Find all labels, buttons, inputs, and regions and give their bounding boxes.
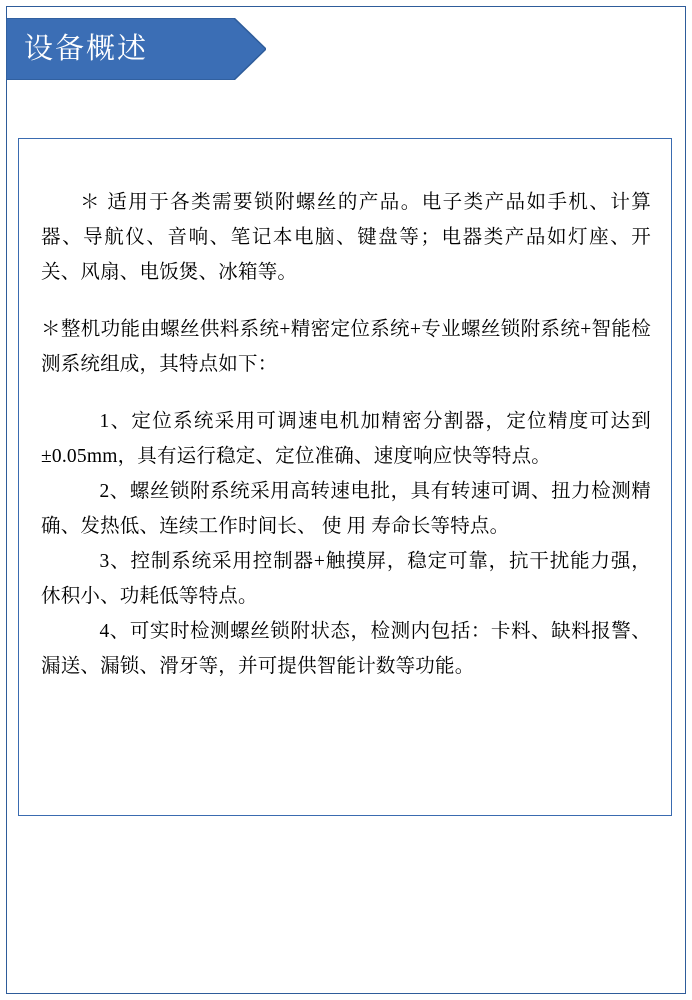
feature-item-3: 3、控制系统采用控制器+触摸屏，稳定可靠，抗干扰能力强，休积小、功耗低等特点。 bbox=[41, 551, 651, 607]
section-header-banner bbox=[6, 18, 266, 80]
paragraph-applications: ＊ 适用于各类需要锁附螺丝的产品。电子类产品如手机、计算器、导航仪、音响、笔记本电脑、键盘等；电器类产品如灯座、开关、风扇、电饭煲、冰箱等。 bbox=[41, 192, 651, 283]
feature-item-1: 1、定位系统采用可调速电机加精密分割器，定位精度可达到±0.05mm，具有运行稳定、定位准确、速度响应快等特点。 bbox=[41, 411, 651, 467]
feature-item-4: 4、可实时检测螺丝锁附状态，检测内包括：卡料、缺料报警、漏送、漏锁、滑牙等，并可提供智能计数等功能。 bbox=[41, 621, 651, 677]
page-title: 设备概述 bbox=[24, 33, 149, 65]
overview-content-box bbox=[18, 138, 672, 816]
feature-item-2: 2、螺丝锁附系统采用高转速电批，具有转速可调、扭力检测精确、发热低、连续工作时间长、 使 用 寿命长等特点。 bbox=[41, 481, 651, 537]
paragraph-composition: ＊整机功能由螺丝供料系统+精密定位系统+专业螺丝锁附系统+智能检测系统组成，其特点如下： bbox=[41, 319, 651, 375]
